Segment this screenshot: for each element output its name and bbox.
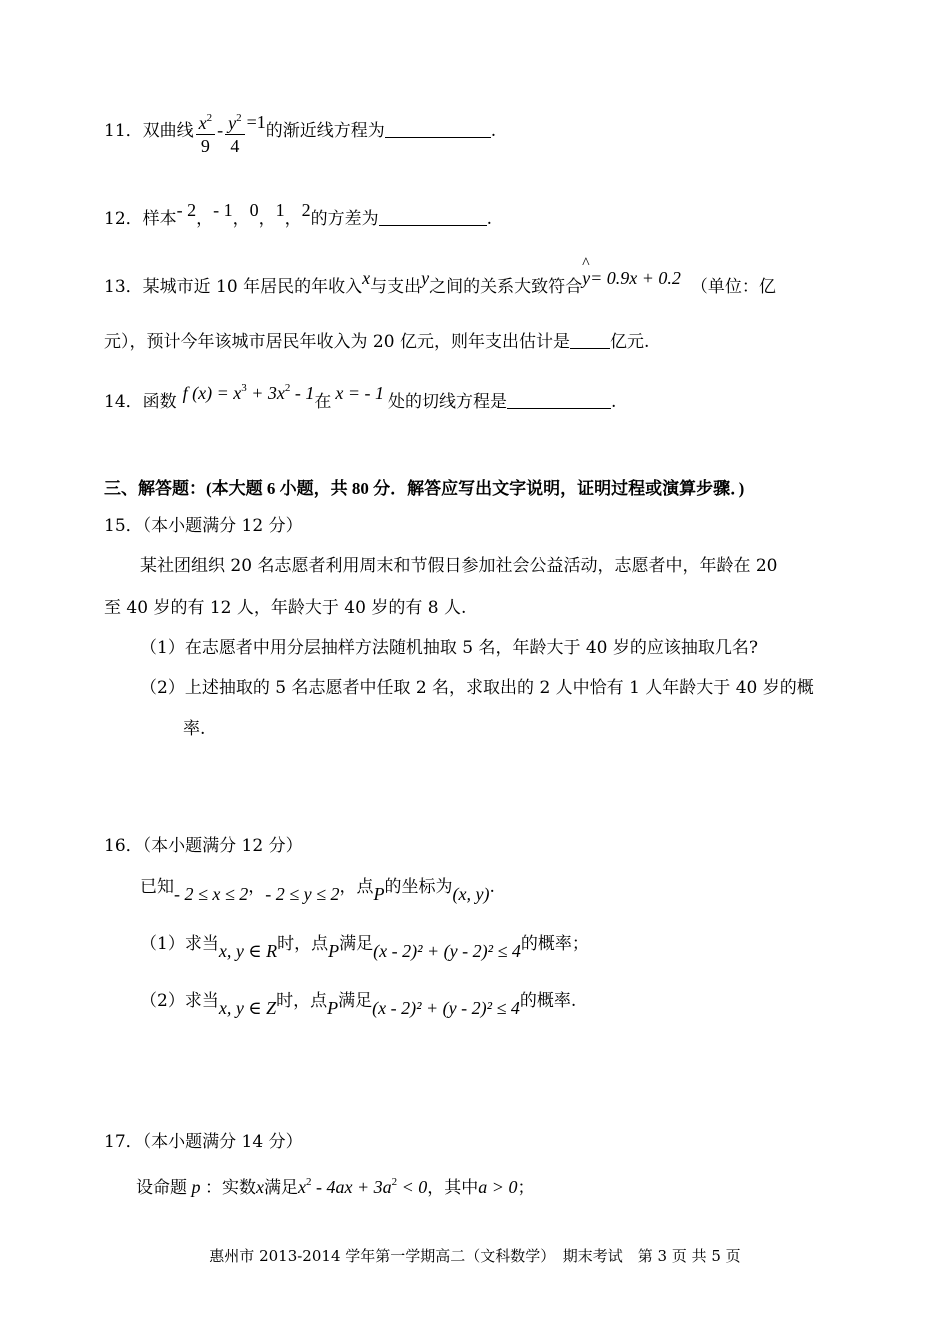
question-11: 11．双曲线 $\frac{x^2}{9}$ - $\frac{y^2}{4}$ =1的渐近线方程为 .	[104, 100, 496, 160]
x-range: - 2 ≤ x ≤ 2	[174, 884, 249, 904]
question-15-text: 至 40 岁的有 12 人，年龄大于 40 岁的有 8 人.	[104, 598, 467, 618]
section-heading: 三、解答题：(本大题 6 小题，共 80 分．解答应写出文字说明，证明过程或演算步骤．)	[104, 479, 745, 498]
q11-label: 11．双曲线	[104, 121, 194, 141]
q12-value: 1	[275, 200, 285, 220]
question-17-text: 设命题 p ：实数x满足$x^2 - 4ax + 3a^2 < 0$，其中a > 0；	[136, 1176, 535, 1198]
q11-eq1: =1	[246, 112, 266, 132]
question-16-part1: （1）求当x, y ∈ R时，点P满足(x - 2)² + (y - 2)² ≤ 4的概率；	[140, 934, 589, 961]
q11-answer-blank[interactable]	[385, 119, 491, 138]
point-p: P	[373, 884, 385, 904]
question-15-part2: （2）上述抽取的 5 名志愿者中任取 2 名，求取出的 2 人中恰有 1 人年龄大于 40 岁的概	[140, 678, 814, 698]
q14-answer-blank[interactable]	[507, 390, 611, 409]
q12-label: 12．样本	[104, 209, 177, 229]
question-15-part2-cont: 率.	[183, 719, 206, 739]
question-15-text: 某社团组织 20 名志愿者利用周末和节假日参加社会公益活动，志愿者中，年龄在 20	[140, 556, 778, 576]
var-y: y	[421, 268, 430, 288]
question-15-part1: （1）在志愿者中用分层抽样方法随机抽取 5 名，年龄大于 40 岁的应该抽取几名?	[140, 638, 758, 658]
y-range: - 2 ≤ y ≤ 2	[265, 884, 340, 904]
q11-frac-y: $\frac{y^2}{4}$	[225, 107, 245, 157]
tangent-point: x = - 1	[335, 383, 385, 403]
q12-value: - 2	[176, 200, 197, 220]
question-12: 12．样本- 2，- 1，0，1，2的方差为 .	[104, 200, 493, 229]
question-16-part2: （2）求当x, y ∈ Z时，点P满足(x - 2)² + (y - 2)² ≤ 4的概率.	[140, 991, 577, 1018]
question-13-line2: 元），预计今年该城市居民年收入为 20 亿元，则年支出估计是 亿元.	[104, 332, 650, 352]
question-13: 13．某城市近 10 年居民的年收入x与支出y之间的关系大致符合^ y= 0.9x + 0.2 （单位：亿	[104, 274, 776, 299]
question-14: 14．函数 f $(x) = x^3 + 3x^2 - 1$在 x = - 1 处的切线方程是 .	[104, 382, 617, 412]
coordinate: (x, y)	[452, 884, 490, 904]
q13-answer-blank[interactable]	[570, 330, 610, 349]
var-x: x	[362, 268, 371, 288]
question-16-intro: 已知- 2 ≤ x ≤ 2，- 2 ≤ y ≤ 2，点P的坐标为(x, y).	[140, 877, 495, 904]
circle-inequality: (x - 2)² + (y - 2)² ≤ 4	[372, 998, 520, 1018]
function-expression: f $(x) = x^3 + 3x^2 - 1$	[182, 382, 315, 403]
q12-answer-blank[interactable]	[379, 207, 487, 226]
q11-frac-x: $\frac{x^2}{9}$	[196, 107, 216, 157]
page-footer: 惠州市 2013-2014 学年第一学期高二（文科数学） 期末考试 第 3 页 共 5 页	[209, 1247, 741, 1265]
circle-inequality: (x - 2)² + (y - 2)² ≤ 4	[373, 941, 521, 961]
question-15-heading: 15．（本小题满分 12 分）	[104, 516, 303, 536]
q12-value: 0	[249, 200, 259, 220]
regression-equation: ^ y= 0.9x + 0.2	[582, 268, 681, 288]
q11-tail: 的渐近线方程为	[265, 121, 385, 141]
question-17-heading: 17．（本小题满分 14 分）	[104, 1132, 303, 1152]
q12-tail: 的方差为	[310, 209, 379, 229]
question-16-heading: 16．（本小题满分 12 分）	[104, 836, 303, 856]
quadratic-inequality: $x^2 - 4ax + 3a^2 < 0$	[298, 1176, 428, 1197]
q12-value: - 1	[213, 200, 233, 220]
q12-value: 2	[301, 200, 311, 220]
q11-minus: -	[217, 120, 224, 140]
